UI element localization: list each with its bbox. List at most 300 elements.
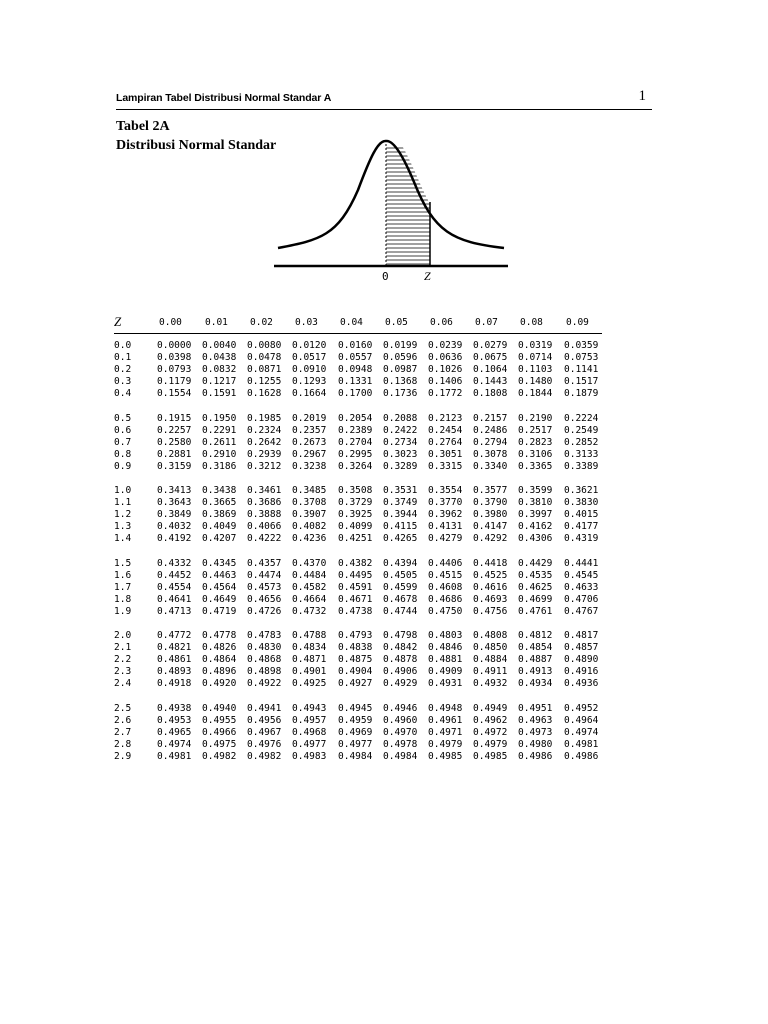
table-cell: 0.4788 [292,630,327,641]
table-cell: 0.4932 [473,678,508,690]
table-cell: 0.0636 [428,352,463,364]
row-z-value: 2.4 [114,678,132,690]
table-cell: 0.4983 [292,750,327,762]
table-cell: 0.4982 [202,750,237,762]
table-cell: 0.4957 [292,714,327,726]
table-cell: 0.4664 [292,593,327,605]
table-cell: 0.4857 [564,642,599,654]
table-cell: 0.4817 [564,630,599,641]
table-cell: 0.3830 [564,497,599,509]
table-cell: 0.1064 [473,364,508,376]
table-cell: 0.1700 [338,388,373,400]
table-cell: 0.0199 [383,340,418,351]
row-z-value: 1.4 [114,533,132,545]
table-cell: 0.1591 [202,388,237,400]
table-cell: 0.3078 [473,448,508,460]
z-column-header: Z [114,314,122,329]
row-z-value: 0.5 [114,412,132,424]
table-cell: 0.4896 [202,666,237,678]
table-cell: 0.4761 [518,605,553,617]
table-cell: 0.1255 [247,376,282,388]
table-cell: 0.2324 [247,424,282,436]
table-cell: 0.4793 [338,630,373,641]
table-cell: 0.4978 [383,738,418,750]
table-cell: 0.3749 [383,497,418,509]
table-cell: 0.4975 [202,738,237,750]
table-cell: 0.0438 [202,352,237,364]
table-cell: 0.4744 [383,605,418,617]
table-cell: 0.1217 [202,376,237,388]
row-z-value: 2.9 [114,750,132,762]
table-cell: 0.2673 [292,436,327,448]
table-cell: 0.2088 [383,412,418,424]
table-cell: 0.4049 [202,521,237,533]
table-cell: 0.4032 [157,521,192,533]
table-cell: 0.3925 [338,509,373,521]
table-cell: 0.4699 [518,593,553,605]
table-cell: 0.4732 [292,605,327,617]
table-cell: 0.4772 [157,630,192,641]
table-cell: 0.4750 [428,605,463,617]
table-cell: 0.4929 [383,678,418,690]
table-cell: 0.0279 [473,340,508,351]
table-cell: 0.3289 [383,460,418,472]
table-cell: 0.4686 [428,593,463,605]
table-cell: 0.4979 [473,738,508,750]
table-cell: 0.3212 [247,460,282,472]
table-cell: 0.4967 [247,726,282,738]
table-cell: 0.4985 [428,750,463,762]
table-cell: 0.1664 [292,388,327,400]
table-cell: 0.4798 [383,630,418,641]
table-cell: 0.4671 [338,593,373,605]
table-cell: 0.3413 [157,485,192,496]
table-cell: 0.2123 [428,412,463,424]
table-cell: 0.3238 [292,460,327,472]
table-cell: 0.4292 [473,533,508,545]
table-cell: 0.4767 [564,605,599,617]
table-cell: 0.3621 [564,485,599,496]
table-cell: 0.4177 [564,521,599,533]
table-cell: 0.4192 [157,533,192,545]
row-z-value: 0.2 [114,364,132,376]
table-cell: 0.4441 [564,557,599,569]
table-cell: 0.1026 [428,364,463,376]
table-cell: 0.4913 [518,666,553,678]
table-cell: 0.4984 [383,750,418,762]
table-cell: 0.4406 [428,557,463,569]
table-cell: 0.4952 [564,702,599,714]
row-z-value: 0.9 [114,460,132,472]
table-cell: 0.3389 [564,460,599,472]
table-cell: 0.4625 [518,581,553,593]
table-cell: 0.2019 [292,412,327,424]
table-cell: 0.1368 [383,376,418,388]
table-cell: 0.4357 [247,557,282,569]
table-cell: 0.4207 [202,533,237,545]
table-cell: 0.1628 [247,388,282,400]
table-cell: 0.2257 [157,424,192,436]
table-cell: 0.4963 [518,714,553,726]
table-cell: 0.4974 [564,726,599,738]
table-cell: 0.4265 [383,533,418,545]
table-cell: 0.1554 [157,388,192,400]
table-cell: 0.4505 [383,569,418,581]
table-cell: 0.4591 [338,581,373,593]
table-cell: 0.4162 [518,521,553,533]
row-z-value: 2.0 [114,630,132,641]
table-cell: 0.0987 [383,364,418,376]
table-cell: 0.4951 [518,702,553,714]
row-z-value: 0.8 [114,448,132,460]
table-cell: 0.2823 [518,436,553,448]
page-number: 1 [638,88,646,104]
table-cell: 0.4861 [157,654,192,666]
table-cell: 0.3869 [202,509,237,521]
table-cell: 0.3729 [338,497,373,509]
table-cell: 0.4693 [473,593,508,605]
table-cell: 0.4515 [428,569,463,581]
table-cell: 0.4976 [247,738,282,750]
table-cell: 0.4898 [247,666,282,678]
table-cell: 0.3531 [383,485,418,496]
table-cell: 0.4236 [292,533,327,545]
row-z-value: 1.8 [114,593,132,605]
table-cell: 0.0832 [202,364,237,376]
table-cell: 0.4887 [518,654,553,666]
table-cell: 0.4319 [564,533,599,545]
table-cell: 0.4838 [338,642,373,654]
table-cell: 0.4875 [338,654,373,666]
table-cell: 0.4649 [202,593,237,605]
table-cell: 0.3159 [157,460,192,472]
table-cell: 0.4834 [292,642,327,654]
table-cell: 0.4974 [157,738,192,750]
table-cell: 0.4953 [157,714,192,726]
row-z-value: 2.2 [114,654,132,666]
table-cell: 0.4973 [518,726,553,738]
table-cell: 0.4726 [247,605,282,617]
table-cell: 0.4484 [292,569,327,581]
table-cell: 0.4986 [564,750,599,762]
row-z-value: 2.5 [114,702,132,714]
column-header: 0.06 [430,317,453,328]
column-header: 0.07 [475,317,498,328]
row-z-value: 0.6 [114,424,132,436]
table-cell: 0.4977 [292,738,327,750]
table-cell: 0.4332 [157,557,192,569]
table-cell: 0.3980 [473,509,508,521]
table-cell: 0.1480 [518,376,553,388]
table-cell: 0.3051 [428,448,463,460]
header-divider [116,109,652,110]
table-cell: 0.4452 [157,569,192,581]
table-cell: 0.1985 [247,412,282,424]
row-z-value: 2.8 [114,738,132,750]
table-cell: 0.3577 [473,485,508,496]
table-cell: 0.3508 [338,485,373,496]
table-cell: 0.4925 [292,678,327,690]
table-cell: 0.4884 [473,654,508,666]
table-cell: 0.2995 [338,448,373,460]
table-cell: 0.4934 [518,678,553,690]
table-cell: 0.4382 [338,557,373,569]
table-cell: 0.4946 [383,702,418,714]
table-cell: 0.4971 [428,726,463,738]
table-cell: 0.4812 [518,630,553,641]
table-cell: 0.4706 [564,593,599,605]
table-cell: 0.4616 [473,581,508,593]
table-cell: 0.3186 [202,460,237,472]
table-cell: 0.4969 [338,726,373,738]
table-cell: 0.4966 [202,726,237,738]
row-z-value: 0.3 [114,376,132,388]
table-cell: 0.3438 [202,485,237,496]
table-cell: 0.4394 [383,557,418,569]
table-cell: 0.2967 [292,448,327,460]
table-cell: 0.2611 [202,436,237,448]
table-cell: 0.0398 [157,352,192,364]
table-cell: 0.0120 [292,340,327,351]
table-cell: 0.4982 [247,750,282,762]
table-cell: 0.3686 [247,497,282,509]
table-cell: 0.3461 [247,485,282,496]
table-cell: 0.4970 [383,726,418,738]
table-cell: 0.1331 [338,376,373,388]
column-header: 0.02 [250,317,273,328]
table-cell: 0.3810 [518,497,553,509]
table-cell: 0.4962 [473,714,508,726]
table-cell: 0.3023 [383,448,418,460]
table-cell: 0.1141 [564,364,599,376]
table-cell: 0.1879 [564,388,599,400]
table-cell: 0.2794 [473,436,508,448]
table-cell: 0.0596 [383,352,418,364]
table-cell: 0.2224 [564,412,599,424]
table-cell: 0.4573 [247,581,282,593]
table-cell: 0.4948 [428,702,463,714]
table-cell: 0.4945 [338,702,373,714]
table-cell: 0.4943 [292,702,327,714]
row-z-value: 2.6 [114,714,132,726]
zero-label: 0 [382,270,389,283]
table-cell: 0.1406 [428,376,463,388]
column-header: 0.01 [205,317,228,328]
table-cell: 0.4251 [338,533,373,545]
table-cell: 0.3790 [473,497,508,509]
row-z-value: 1.2 [114,509,132,521]
table-cell: 0.0080 [247,340,282,351]
table-cell: 0.4826 [202,642,237,654]
table-cell: 0.4881 [428,654,463,666]
column-header: 0.00 [159,317,182,328]
table-cell: 0.4938 [157,702,192,714]
table-cell: 0.4931 [428,678,463,690]
table-cell: 0.4830 [247,642,282,654]
table-cell: 0.2291 [202,424,237,436]
table-cell: 0.2357 [292,424,327,436]
table-cell: 0.4099 [338,521,373,533]
table-cell: 0.4955 [202,714,237,726]
table-cell: 0.1443 [473,376,508,388]
header-rule [114,333,602,334]
table-cell: 0.3944 [383,509,418,521]
normal-curve-figure [270,134,514,286]
table-cell: 0.4803 [428,630,463,641]
table-cell: 0.0160 [338,340,373,351]
table-cell: 0.0557 [338,352,373,364]
table-cell: 0.4941 [247,702,282,714]
table-cell: 0.3665 [202,497,237,509]
table-cell: 0.2881 [157,448,192,460]
table-cell: 0.2454 [428,424,463,436]
table-cell: 0.0040 [202,340,237,351]
table-cell: 0.2910 [202,448,237,460]
table-cell: 0.1517 [564,376,599,388]
table-cell: 0.3106 [518,448,553,460]
table-cell: 0.4920 [202,678,237,690]
table-cell: 0.1950 [202,412,237,424]
table-cell: 0.4535 [518,569,553,581]
table-cell: 0.4878 [383,654,418,666]
row-z-value: 2.1 [114,642,132,654]
table-cell: 0.4972 [473,726,508,738]
table-cell: 0.3365 [518,460,553,472]
table-cell: 0.4370 [292,557,327,569]
table-cell: 0.1179 [157,376,192,388]
table-cell: 0.4641 [157,593,192,605]
table-cell: 0.4778 [202,630,237,641]
table-cell: 0.2580 [157,436,192,448]
table-cell: 0.4564 [202,581,237,593]
table-cell: 0.4463 [202,569,237,581]
table-cell: 0.4082 [292,521,327,533]
table-cell: 0.2157 [473,412,508,424]
table-cell: 0.4927 [338,678,373,690]
table-cell: 0.3962 [428,509,463,521]
table-cell: 0.4066 [247,521,282,533]
row-z-value: 1.9 [114,605,132,617]
table-cell: 0.4956 [247,714,282,726]
table-cell: 0.2549 [564,424,599,436]
table-cell: 0.3340 [473,460,508,472]
table-cell: 0.0319 [518,340,553,351]
table-cell: 0.4864 [202,654,237,666]
row-z-value: 2.7 [114,726,132,738]
table-cell: 0.2764 [428,436,463,448]
table-cell: 0.4525 [473,569,508,581]
table-cell: 0.4554 [157,581,192,593]
table-cell: 0.1103 [518,364,553,376]
table-cell: 0.3708 [292,497,327,509]
table-cell: 0.4738 [338,605,373,617]
table-cell: 0.4986 [518,750,553,762]
table-cell: 0.4115 [383,521,418,533]
table-cell: 0.4147 [473,521,508,533]
table-cell: 0.4964 [564,714,599,726]
table-cell: 0.0948 [338,364,373,376]
table-cell: 0.0714 [518,352,553,364]
table-cell: 0.4599 [383,581,418,593]
table-cell: 0.4656 [247,593,282,605]
table-cell: 0.4713 [157,605,192,617]
table-cell: 0.4949 [473,702,508,714]
table-cell: 0.4279 [428,533,463,545]
table-cell: 0.4582 [292,581,327,593]
table-cell: 0.0359 [564,340,599,351]
table-cell: 0.4979 [428,738,463,750]
table-cell: 0.3643 [157,497,192,509]
table-cell: 0.4890 [564,654,599,666]
column-header: 0.04 [340,317,363,328]
table-cell: 0.4959 [338,714,373,726]
row-z-value: 1.7 [114,581,132,593]
table-cell: 0.0793 [157,364,192,376]
table-cell: 0.4808 [473,630,508,641]
table-cell: 0.4940 [202,702,237,714]
table-cell: 0.4985 [473,750,508,762]
table-cell: 0.3264 [338,460,373,472]
table-cell: 0.4911 [473,666,508,678]
row-z-value: 1.0 [114,485,132,496]
table-cell: 0.4977 [338,738,373,750]
row-z-value: 0.1 [114,352,132,364]
table-cell: 0.1808 [473,388,508,400]
table-cell: 0.3485 [292,485,327,496]
table-cell: 0.4429 [518,557,553,569]
table-cell: 0.2389 [338,424,373,436]
column-header: 0.05 [385,317,408,328]
table-cell: 0.0478 [247,352,282,364]
table-cell: 0.2190 [518,412,553,424]
table-cell: 0.4906 [383,666,418,678]
table-cell: 0.4968 [292,726,327,738]
table-cell: 0.0871 [247,364,282,376]
table-cell: 0.4901 [292,666,327,678]
table-cell: 0.0239 [428,340,463,351]
table-cell: 0.4842 [383,642,418,654]
table-cell: 0.4495 [338,569,373,581]
table-cell: 0.3599 [518,485,553,496]
table-cell: 0.4418 [473,557,508,569]
table-cell: 0.4918 [157,678,192,690]
table-cell: 0.2734 [383,436,418,448]
table-cell: 0.2517 [518,424,553,436]
table-cell: 0.4854 [518,642,553,654]
table-cell: 0.4846 [428,642,463,654]
table-cell: 0.2054 [338,412,373,424]
table-cell: 0.0910 [292,364,327,376]
table-cell: 0.1915 [157,412,192,424]
table-cell: 0.2704 [338,436,373,448]
table-cell: 0.3554 [428,485,463,496]
table-cell: 0.3770 [428,497,463,509]
table-cell: 0.4719 [202,605,237,617]
row-z-value: 0.7 [114,436,132,448]
table-cell: 0.1736 [383,388,418,400]
table-cell: 0.4678 [383,593,418,605]
table-cell: 0.4608 [428,581,463,593]
table-cell: 0.4916 [564,666,599,678]
table-cell: 0.4306 [518,533,553,545]
column-header: 0.09 [566,317,589,328]
row-z-value: 1.3 [114,521,132,533]
table-cell: 0.2486 [473,424,508,436]
table-cell: 0.4821 [157,642,192,654]
table-cell: 0.4961 [428,714,463,726]
table-cell: 0.4783 [247,630,282,641]
table-cell: 0.0753 [564,352,599,364]
